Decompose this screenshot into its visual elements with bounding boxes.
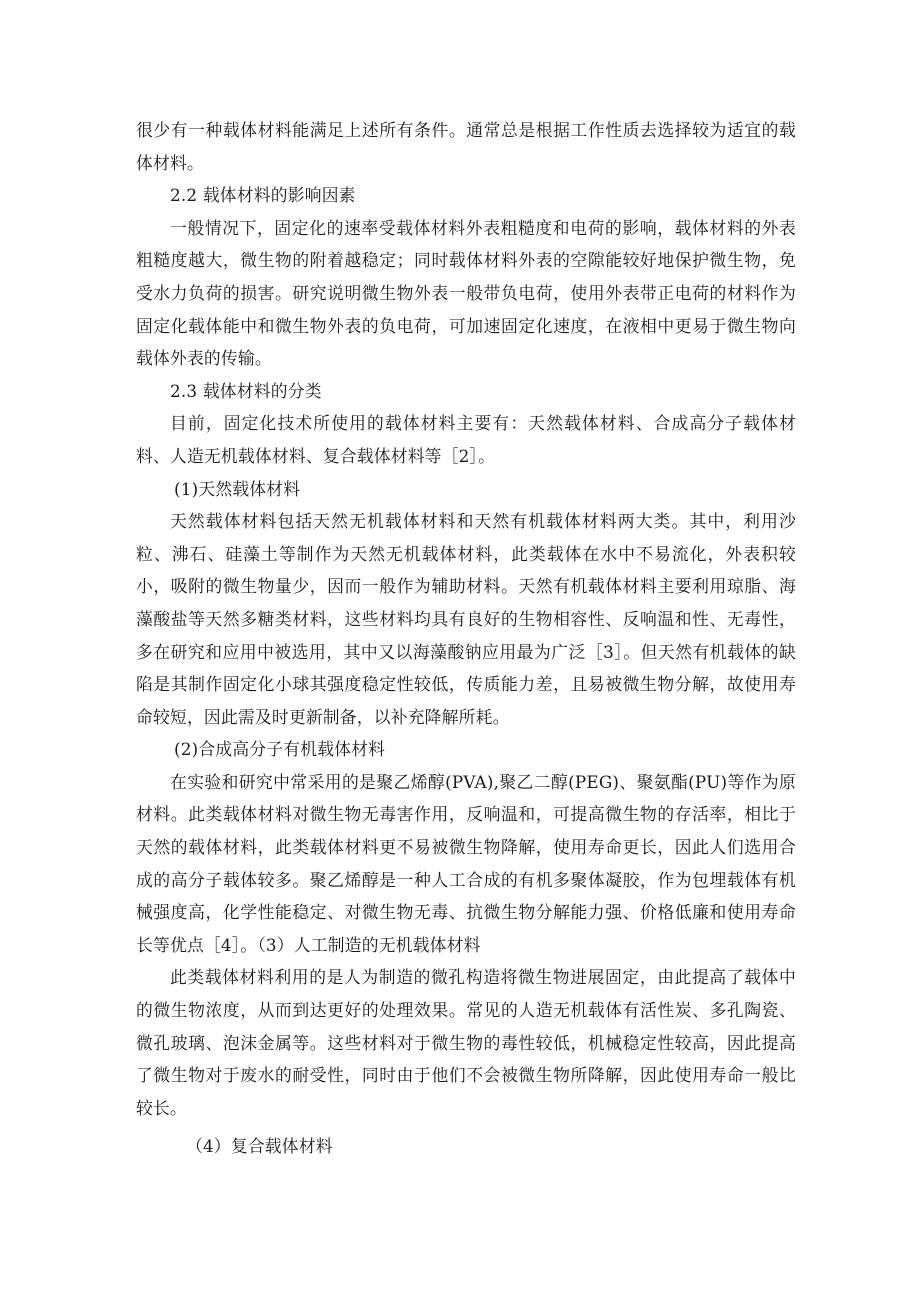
subsection-heading-2: (2)合成高分子有机载体材料 — [174, 739, 386, 760]
paragraph-inorganic-carriers: 此类载体材料利用的是人为制造的微孔构造将微生物进展固定，由此提高了载体中的微生物浓度，从而到达更好的处理效果。常见的人造无机载体有活性炭、多孔陶瓷、微孔玻璃、泡沫金属等。这些材料对于微生物的毒性较低，机械稳定性较高，因此提高了微生物对于废水的耐受性，同时由于他们不会被微生物所降解，因此使用寿命一般比较长。 — [136, 967, 796, 1118]
subsection-heading-1: (1)天然载体材料 — [174, 478, 301, 499]
document-body — [136, 114, 796, 1163]
paragraph-intro: 很少有一种载体材料能满足上述所有条件。通常总是根据工作性质去选择较为适宜的载体材料。 — [136, 120, 796, 173]
section-heading-2-2: 2.2 载体材料的影响因素 — [170, 185, 356, 206]
section-heading-2-3: 2.3 载体材料的分类 — [170, 380, 322, 401]
paragraph-2-3: 目前，固定化技术所使用的载体材料主要有：天然载体材料、合成高分子载体材料、人造无机载体材料、复合载体材料等［2］。 — [136, 413, 796, 466]
subsection-heading-4: （4）复合载体材料 — [186, 1136, 333, 1157]
paragraph-2-2: 一般情况下，固定化的速率受载体材料外表粗糙度和电荷的影响，载体材料的外表粗糙度越大，微生物的附着越稳定；同时载体材料外表的空隙能较好地保护微生物，免受水力负荷的损害。研究说明微生物外表一般带负电荷，使用外表带正电荷的材料作为固定化载体能中和微生物外表的负电荷，可加速固定化速度，在液相中更易于微生物向载体外表的传输。 — [136, 217, 796, 369]
paragraph-synthetic-carriers: 在实验和研究中常采用的是聚乙烯醇(PVA),聚乙二醇(PEG)、聚氨酯(PU)等作为原材料。此类载体材料对微生物无毒害作用，反响温和，可提高微生物的存活率，相比于天然的载体材料，此类载体材料更不易被微生物降解，使用寿命更长，因此人们选用合成的高分子载体较多。聚乙烯醇是一种人工合成的有机多聚体凝胶，作为包埋载体有机械强度高，化学性能稳定、对微生物无毒、抗微生物分解能力强、价格低廉和使用寿命长等优点［4］。（3）人工制造的无机载体材料 — [136, 771, 796, 955]
paragraph-natural-carriers: 天然载体材料包括天然无机载体材料和天然有机载体材料两大类。其中，利用沙粒、沸石、硅藻土等制作为天然无机载体材料，此类载体在水中不易流化，外表积较小，吸附的微生物量少，因而一般作为辅助材料。天然有机载体材料主要利用琼脂、海藻酸盐等天然多糖类材料，这些材料均具有良好的生物相容性、反响温和性、无毒性，多在研究和应用中被选用，其中又以海藻酸钠应用最为广泛［3］。但天然有机载体的缺陷是其制作固定化小球其强度稳定性较低，传质能力差，且易被微生物分解，故使用寿命较短，因此需及时更新制备，以补充降解所耗。 — [136, 511, 796, 727]
